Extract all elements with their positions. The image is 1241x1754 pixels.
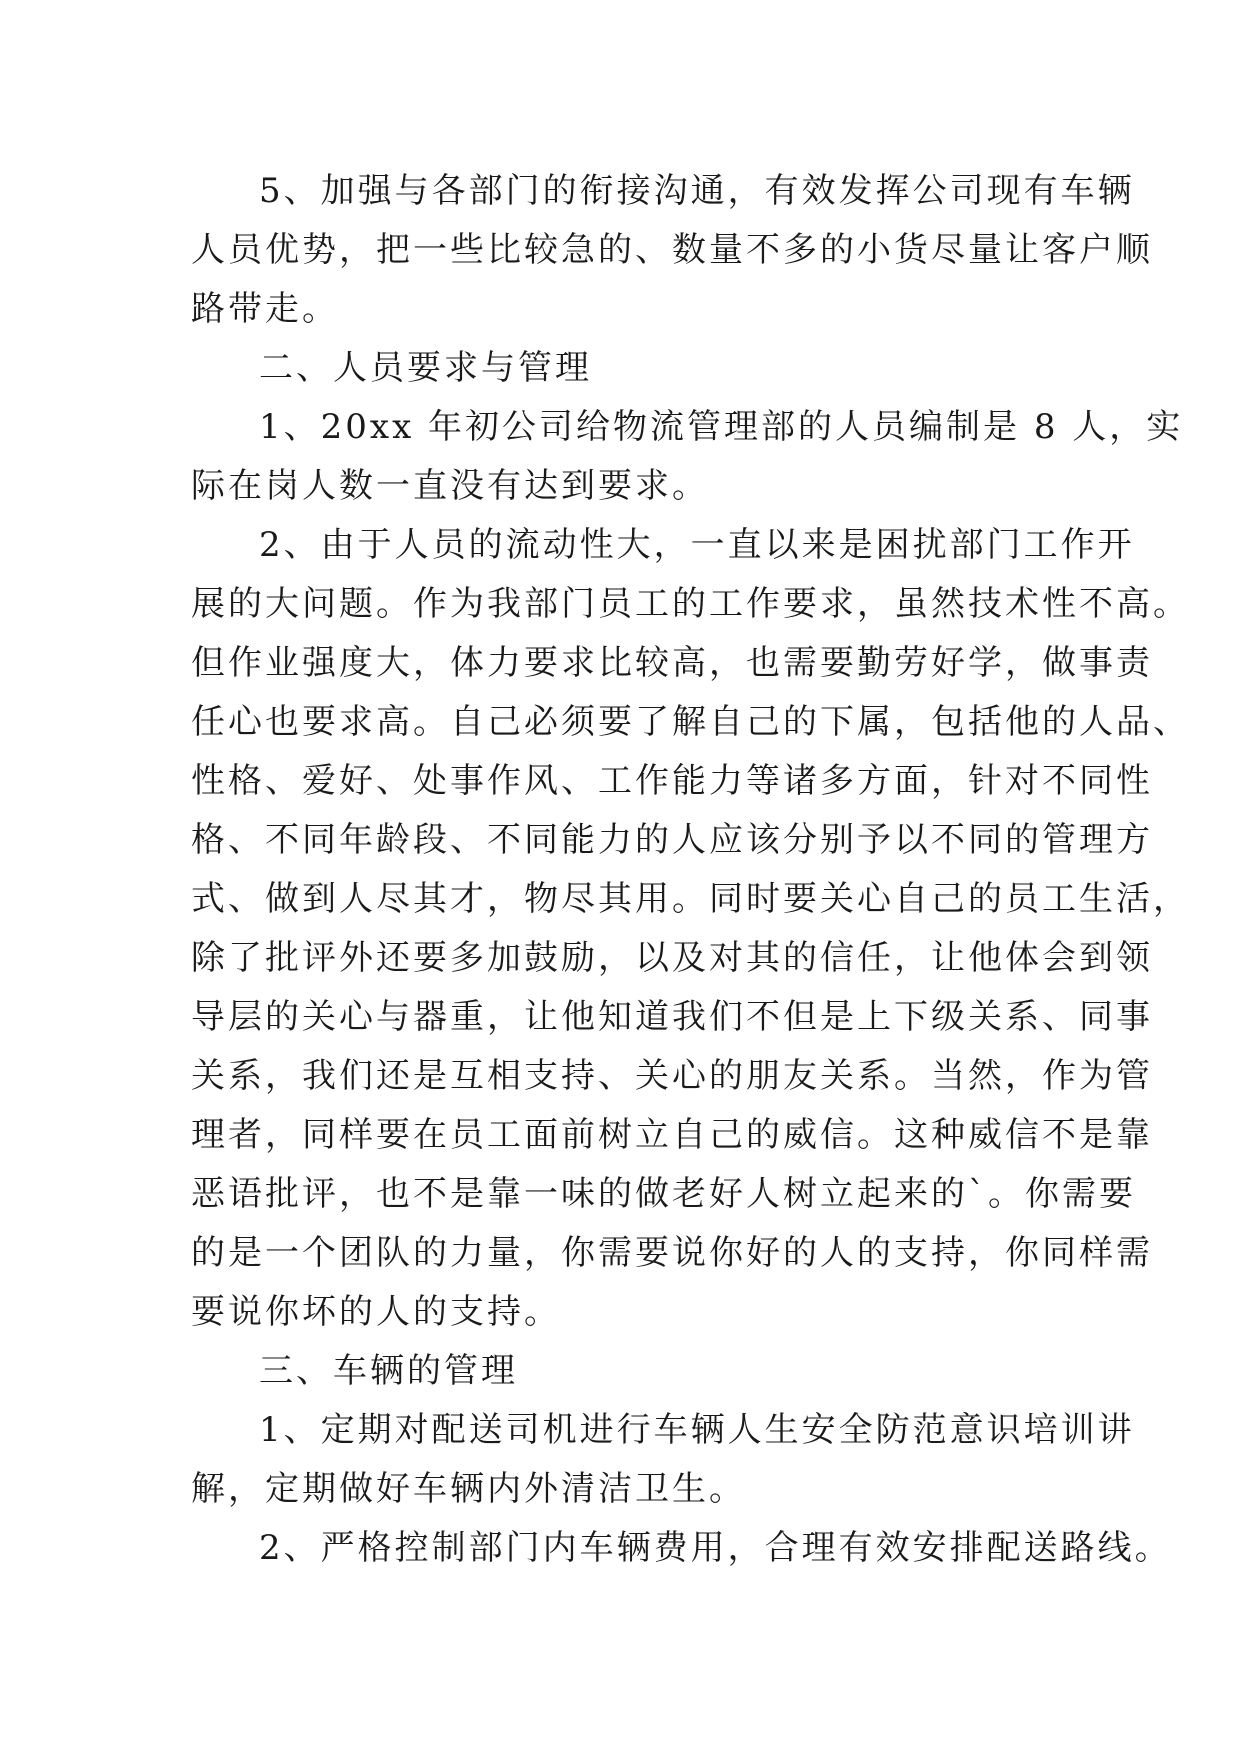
paragraph-line: 任心也要求高。自己必须要了解自己的下属，包括他的人品、 (191, 702, 1190, 742)
paragraph-line: 解，定期做好车辆内外清洁卫生。 (191, 1469, 746, 1509)
paragraph-line: 式、做到人尽其才，物尽其用。同时要关心自己的员工生活， (191, 879, 1190, 919)
paragraph-line: 展的大问题。作为我部门员工的工作要求，虽然技术性不高。 (191, 584, 1190, 624)
paragraph-line: 5、加强与各部门的衔接沟通，有效发挥公司现有车辆 (259, 171, 1135, 211)
paragraph-line: 格、不同年龄段、不同能力的人应该分别予以不同的管理方 (191, 820, 1153, 860)
paragraph-line: 际在岗人数一直没有达到要求。 (191, 466, 709, 506)
paragraph-line: 除了批评外还要多加鼓励，以及对其的信任，让他体会到领 (191, 938, 1153, 978)
paragraph-line: 关系，我们还是互相支持、关心的朋友关系。当然，作为管 (191, 1056, 1153, 1096)
section-heading: 三、车辆的管理 (259, 1351, 518, 1391)
paragraph-line: 的是一个团队的力量，你需要说你好的人的支持，你同样需 (191, 1233, 1153, 1273)
paragraph-line: 路带走。 (191, 289, 339, 329)
section-heading: 二、人员要求与管理 (259, 348, 592, 388)
paragraph-line: 1、20xx 年初公司给物流管理部的人员编制是 8 人，实 (259, 407, 1184, 447)
paragraph-line: 理者，同样要在员工面前树立自己的威信。这种威信不是靠 (191, 1115, 1153, 1155)
paragraph-line: 2、由于人员的流动性大，一直以来是困扰部门工作开 (259, 525, 1135, 565)
paragraph-line: 要说你坏的人的支持。 (191, 1292, 561, 1332)
paragraph-line: 导层的关心与器重，让他知道我们不但是上下级关系、同事 (191, 997, 1153, 1037)
paragraph-line: 1、定期对配送司机进行车辆人生安全防范意识培训讲 (259, 1410, 1135, 1450)
document-body (191, 162, 1190, 1578)
paragraph-line: 性格、爱好、处事作风、工作能力等诸多方面，针对不同性 (191, 761, 1153, 801)
paragraph-line: 人员优势，把一些比较急的、数量不多的小货尽量让客户顺 (191, 230, 1153, 270)
paragraph-line: 但作业强度大，体力要求比较高，也需要勤劳好学，做事责 (191, 643, 1153, 683)
paragraph-line: 2、严格控制部门内车辆费用，合理有效安排配送路线。 (259, 1528, 1172, 1568)
paragraph-line: 恶语批评，也不是靠一味的做老好人树立起来的`。你需要 (191, 1174, 1136, 1214)
